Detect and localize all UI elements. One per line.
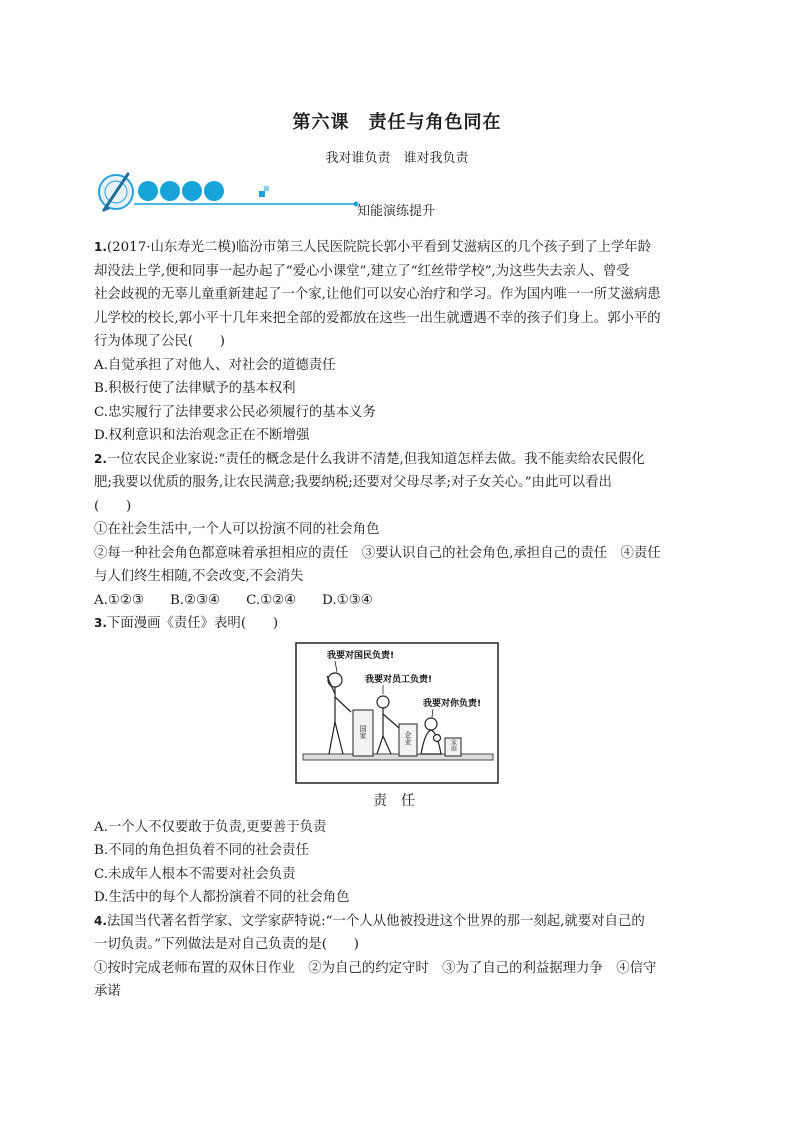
option-a: A.一个人不仅要敢于负责,更要善于负责 bbox=[94, 819, 327, 835]
option-c: C.①②④ bbox=[246, 592, 297, 608]
option-b: B.积极行使了法律赋予的基本权利 bbox=[94, 381, 296, 396]
stem-line: 儿学校的校长,郭小平十几年来把全部的爱都放在这些一出生就遭遇不幸的孩子们身上。郭小平的 bbox=[94, 310, 661, 326]
option-b: B.不同的角色担负着不同的社会责任 bbox=[94, 843, 309, 858]
question-4 bbox=[94, 910, 694, 1004]
figure-caption: 责 任 bbox=[373, 792, 415, 809]
question-3 bbox=[94, 612, 694, 910]
label-nation: 国家 bbox=[359, 724, 367, 739]
option-a: A.自觉承担了对他人、对社会的道德责任 bbox=[94, 357, 336, 373]
svg-text:我要对国民负责!: 我要对国民负责! bbox=[327, 650, 395, 661]
stem-line: 一切负责。”下列做法是对自己负责的是( ) bbox=[94, 937, 360, 952]
option-row bbox=[94, 589, 694, 613]
page-subtitle: 我对谁负责 谁对我负责 bbox=[325, 151, 469, 166]
answer-blank: ( ) bbox=[94, 498, 132, 514]
stem-line: 社会歧视的无辜儿童重新建起了一个家,让他们可以安心治疗和学习。作为国内唯一一所艾滋病患 bbox=[94, 287, 661, 302]
option-d: D.生活中的每个人都扮演着不同的社会角色 bbox=[94, 890, 350, 905]
svg-text:我要对员工负责!: 我要对员工负责! bbox=[365, 674, 433, 685]
question-4-stem: 4.法国当代著名哲学家、文学家萨特说:“一个人从他被投进这个世界的那一刻起,就要对自己的 bbox=[94, 913, 645, 929]
label-enterprise: 企业 bbox=[404, 730, 412, 745]
question-3-stem: 3.下面漫画《责任》表明( ) bbox=[94, 616, 279, 631]
brush-palette-icon bbox=[99, 174, 133, 212]
page-title: 第六课 责任与角色同在 bbox=[292, 112, 502, 133]
stem-line: 承诺 bbox=[94, 984, 121, 999]
stem-line: 与人们终生相随,不会改变,不会消失 bbox=[94, 569, 304, 584]
option-c: C.忠实履行了法律要求公民必须履行的基本义务 bbox=[94, 404, 376, 420]
decorative-dots bbox=[138, 181, 224, 201]
stem-line: 行为体现了公民( ) bbox=[94, 334, 225, 349]
stem-line: 却没法上学,便和同事一起办起了“爱心小课堂”,建立了“红丝带学校”,为这些失去亲人、曾受 bbox=[94, 263, 630, 279]
question-number: 2. bbox=[94, 451, 107, 466]
svg-text:我要对你负责!: 我要对你负责! bbox=[423, 698, 482, 709]
option-a: A.①②③ bbox=[94, 592, 144, 608]
option-d: D.权利意识和法治观念正在不断增强 bbox=[94, 428, 310, 443]
question-number: 3. bbox=[94, 616, 107, 630]
option-b: B.②③④ bbox=[169, 592, 221, 608]
label-family: 家庭 bbox=[449, 738, 457, 751]
decorative-squares bbox=[259, 186, 269, 197]
statements: ①按时完成老师布置的双休日作业 ②为自己的约定守时 ③为了自己的利益据理力争 ④信守 bbox=[94, 960, 657, 976]
question-number: 4. bbox=[94, 913, 107, 928]
question-2 bbox=[94, 448, 694, 613]
statement-1: ①在社会生活中,一个人可以扮演不同的社会角色 bbox=[94, 522, 380, 537]
stem-line: 肥;我要以优质的服务,让农民满意;我要纳税;还要对父母尽孝;对子女关心。”由此可以看出 bbox=[94, 475, 612, 490]
question-2-stem: 2.一位农民企业家说:“责任的概念是什么我讲不清楚,但我知道怎样去做。我不能卖给农民假化 bbox=[94, 451, 645, 467]
question-1 bbox=[94, 236, 694, 448]
option-c: C.未成年人根本不需要对社会负责 bbox=[94, 866, 296, 882]
question-1-stem: 1.(2017·山东寿光二模)临汾市第三人民医院院长郭小平看到艾滋病区的几个孩子到了上学年龄 bbox=[94, 240, 652, 255]
option-d: D.①③④ bbox=[322, 592, 373, 608]
cartoon-responsibility bbox=[295, 642, 499, 784]
section-label: 知能演练提升 bbox=[357, 204, 436, 219]
question-list bbox=[94, 236, 694, 1004]
question-number: 1. bbox=[94, 240, 107, 254]
statement-2-3-4: ②每一种社会角色都意味着承担相应的责任 ③要认识自己的社会角色,承担自己的责任 ④责任 bbox=[94, 545, 661, 561]
